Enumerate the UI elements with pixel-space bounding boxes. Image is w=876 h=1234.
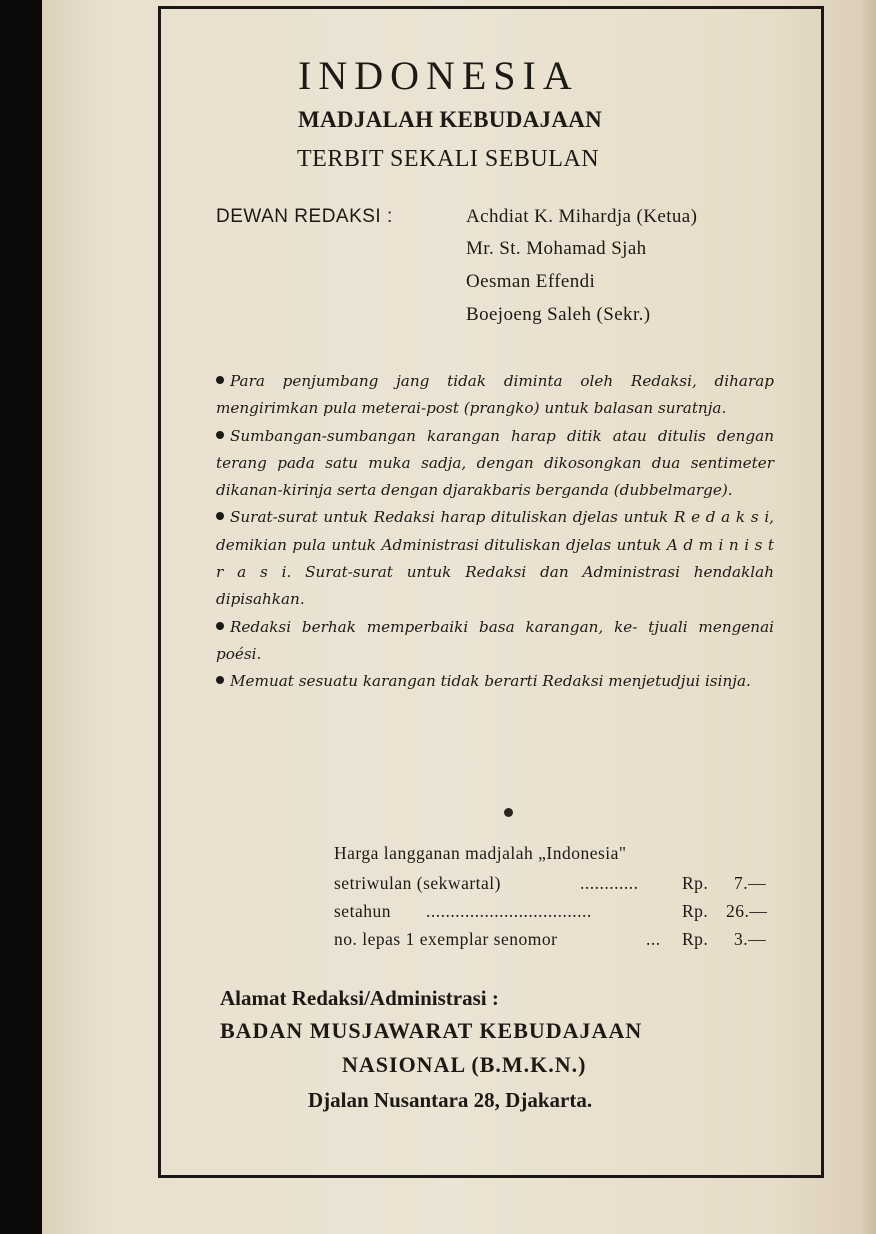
bullet-icon <box>216 512 224 520</box>
price-row-amount: 7.— <box>734 873 767 893</box>
address-organization: BADAN MUSJAWARAT KEBUDAJAAN <box>220 1018 643 1043</box>
price-row-leader: ... <box>646 929 661 949</box>
editorial-board-member: Mr. St. Mohamad Sjah <box>466 238 647 259</box>
address-organization-line2: NASIONAL (B.M.K.N.) <box>342 1052 587 1077</box>
editorial-board-member: Boejoeng Saleh (Sekr.) <box>466 304 651 325</box>
address-street: Djalan Nusantara 28, Djakarta. <box>308 1088 593 1112</box>
editorial-board-label: DEWAN REDAKSI : <box>216 206 393 227</box>
page-edge <box>862 0 876 1234</box>
price-row-currency: Rp. <box>682 929 709 949</box>
price-row-amount: 26.— <box>726 901 768 921</box>
note-text: Memuat sesuatu karangan tidak berarti Redaksi menjetudjui isinja. <box>230 672 751 691</box>
price-row-label: setriwulan (sekwartal) <box>334 873 501 893</box>
note-text: Redaksi berhak memperbaiki basa karangan, ke- tjuali mengenai poési. <box>216 617 774 663</box>
separator-dot-icon <box>504 808 513 817</box>
magazine-title: INDONESIA <box>298 53 579 98</box>
price-row-label: setahun <box>334 901 391 921</box>
note-text: Sumbangan-sumbangan karangan harap ditik atau ditulis dengan terang pada satu muka sadja, dengan dikosongkan dua sentimeter dikanan-kirinja serta dengan djarakbaris berganda (dubbelmarge). <box>216 426 774 500</box>
note-item <box>216 614 774 669</box>
pricing-heading: Harga langganan madjalah „Indonesia" <box>334 843 627 863</box>
price-row-leader: .................................. <box>426 901 592 921</box>
publication-frequency: TERBIT SEKALI SEBULAN <box>297 146 600 172</box>
price-row-currency: Rp. <box>682 873 709 893</box>
bullet-icon <box>216 431 224 439</box>
note-text: Para penjumbang jang tidak diminta oleh Redaksi, diharap mengirimkan pula meterai-post (prangko) untuk balasan suratnja. <box>216 372 774 418</box>
bullet-icon <box>216 376 224 384</box>
magazine-subtitle: MADJALAH KEBUDAJAAN <box>298 107 603 132</box>
editorial-board-member: Oesman Effendi <box>466 271 596 292</box>
price-row-currency: Rp. <box>682 901 709 921</box>
editorial-board-member: Achdiat K. Mihardja (Ketua) <box>466 206 698 227</box>
price-row-leader: ............ <box>580 873 639 893</box>
note-item <box>216 368 774 423</box>
price-row-amount: 3.— <box>734 929 767 949</box>
note-item <box>216 423 774 505</box>
bullet-icon <box>216 622 224 630</box>
note-item <box>216 504 774 613</box>
submission-notes <box>216 368 774 696</box>
note-text: Surat-surat untuk Redaksi harap dituliskan djelas untuk R e d a k s i, demikian pula untuk Administrasi dituliskan djelas untuk A d m i n i s t r a s i. Surat-surat untuk Redaksi dan Administrasi hendaklah dipisahkan. <box>216 508 774 609</box>
note-item <box>216 668 774 695</box>
price-row-label: no. lepas 1 exemplar senomor <box>334 929 558 949</box>
bullet-icon <box>216 676 224 684</box>
address-label: Alamat Redaksi/Administrasi : <box>220 986 499 1010</box>
book-spine-shadow <box>0 0 42 1234</box>
